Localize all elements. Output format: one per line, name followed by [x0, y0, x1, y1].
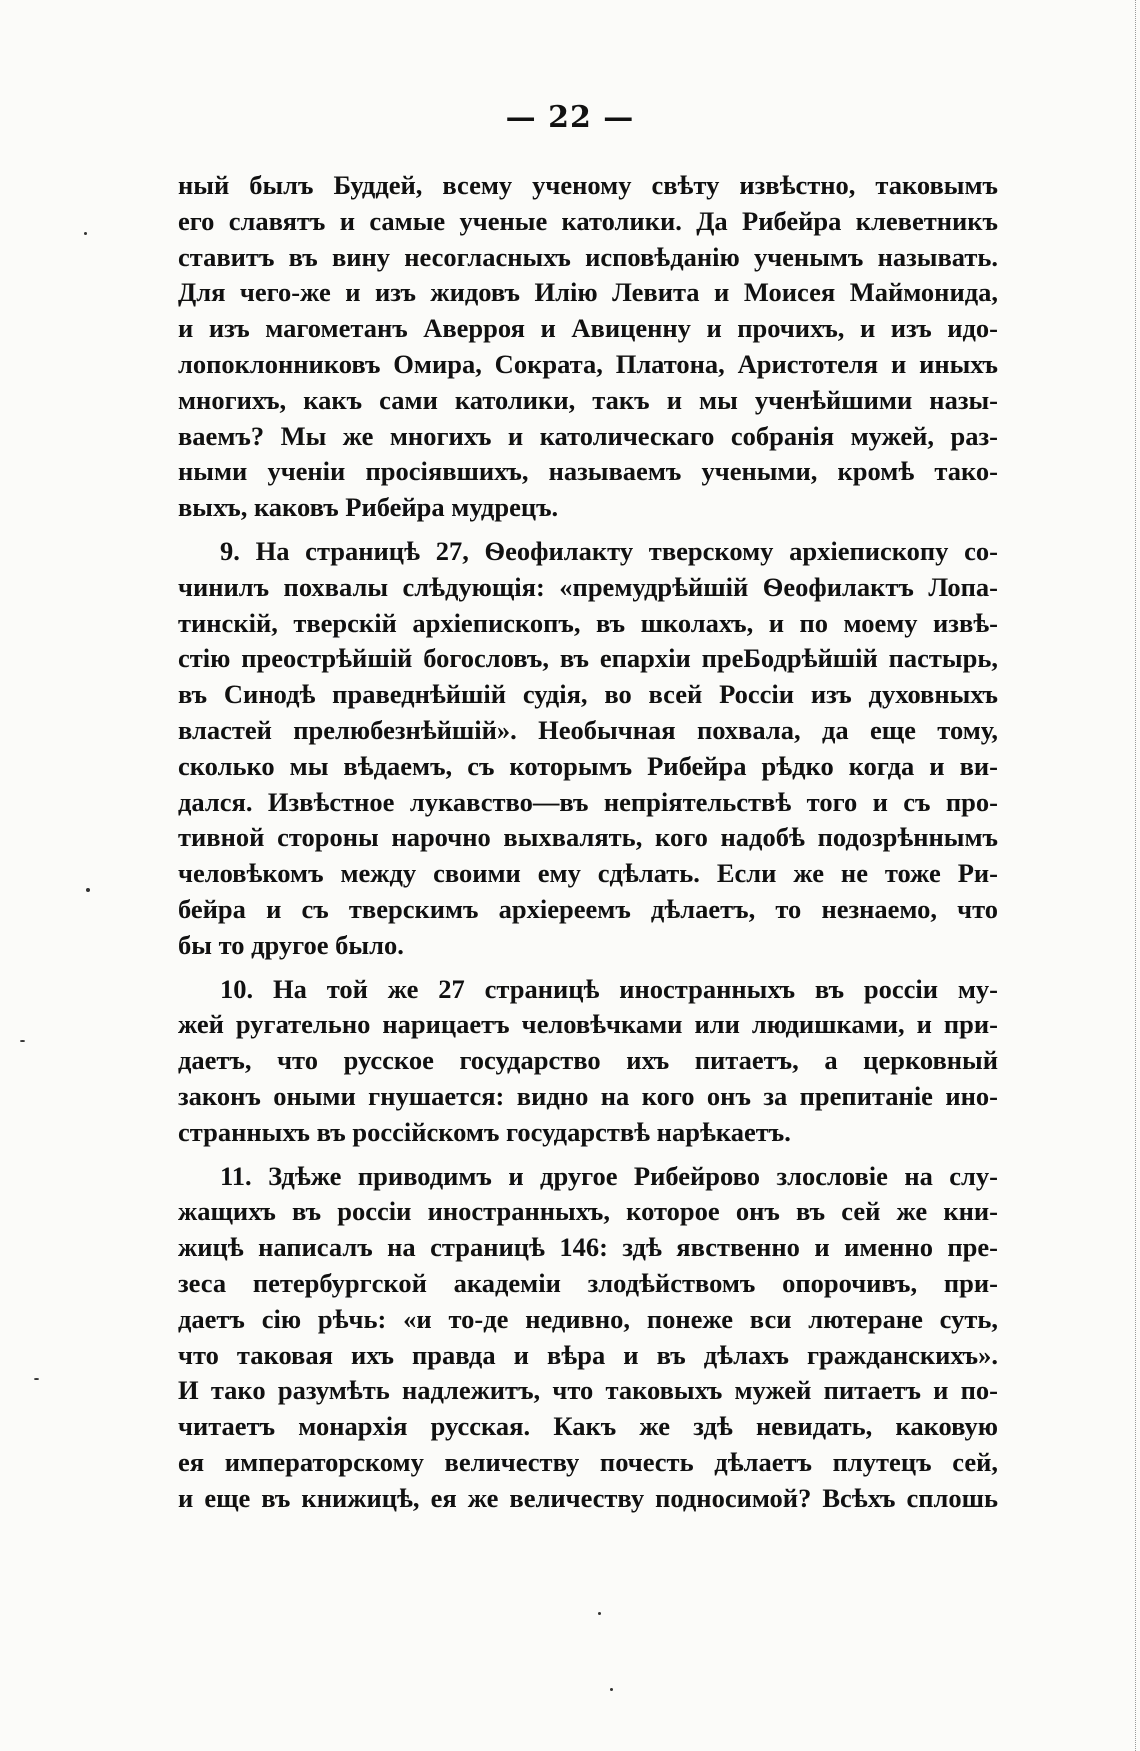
text-line: лопоклонниковъ Омира, Сократа, Платона, Аристотеля и иныхъ: [178, 348, 998, 379]
text-line: законъ оными гнушается: видно на кого онъ за препитаніе ино-: [178, 1080, 998, 1111]
text-line: жей ругательно нарицаетъ человѣчками или людишками, и при-: [178, 1009, 998, 1040]
text-line: сколько мы вѣдаемъ, съ которымъ Рибейра рѣдко когда и ви-: [178, 750, 998, 781]
text-line: 9. На страницѣ 27, Ѳеофилакту тверскому архіепископу со-: [220, 535, 998, 566]
scan-speck: [34, 1378, 39, 1380]
text-line: 11. Здѣже приводимъ и другое Рибейрово злословіе на слу-: [220, 1160, 998, 1191]
text-line: что таковая ихъ правда и вѣра и въ дѣлахъ гражданскихъ».: [178, 1339, 998, 1370]
scan-speck: [598, 1612, 601, 1615]
page-edge: [1134, 0, 1136, 1751]
text-line: властей прелюбезнѣйшій». Необычная похвала, да еще тому,: [178, 714, 998, 745]
text-line: И тако разумѣть надлежитъ, что таковыхъ мужей питаетъ и по-: [178, 1375, 998, 1406]
text-line: стію преострѣйшій богословъ, въ епархіи преБодрѣйшій пастырь,: [178, 643, 998, 674]
text-line: ея императорскому величеству почесть дѣлаетъ плутецъ сей,: [178, 1446, 998, 1477]
text-line: тивной стороны нарочно выхвалять, кого надобѣ подозрѣннымъ: [178, 822, 998, 853]
text-line: 10. На той же 27 страницѣ иностранныхъ въ россіи му-: [220, 973, 998, 1004]
text-line: выхъ, каковъ Рибейра мудрецъ.: [178, 492, 559, 523]
page-number: — 22 —: [505, 100, 635, 135]
text-line: человѣкомъ между своими ему сдѣлать. Если же не тоже Ри-: [178, 858, 998, 889]
text-line: въ Синодѣ праведнѣйшій судія, во всей Россіи изъ духовныхъ: [178, 679, 998, 710]
scan-speck: [86, 888, 90, 892]
text-line: и изъ магометанъ Аверроя и Авиценну и прочихъ, и изъ идо-: [178, 313, 998, 344]
scan-speck: [84, 232, 87, 235]
text-line: ными ученіи просіявшихъ, называемъ учеными, кромѣ тако-: [178, 456, 998, 487]
text-line: странныхъ въ россійскомъ государствѣ нарѣкаетъ.: [178, 1116, 791, 1147]
text-line: даетъ, что русское государство ихъ питаетъ, а церковный: [178, 1045, 998, 1076]
text-line: бейра и съ тверскимъ архіереемъ дѣлаетъ, то незнаемо, что: [178, 893, 998, 924]
scan-speck: [610, 1688, 613, 1691]
text-line: бы то другое было.: [178, 929, 404, 960]
text-line: ваемъ? Мы же многихъ и католическаго собранія мужей, раз-: [178, 420, 998, 451]
text-line: тинскій, тверскій архіепископъ, въ школахъ, и по моему извѣ-: [178, 607, 998, 638]
text-line: дался. Извѣстное лукавство—въ непріятельствѣ того и съ про-: [178, 786, 998, 817]
paragraph: [178, 1159, 998, 1517]
text-line: жицѣ написалъ на страницѣ 146: здѣ явственно и именно пре-: [178, 1232, 998, 1263]
text-line: читаетъ монархія русская. Какъ же здѣ невидать, каковую: [178, 1411, 998, 1442]
scan-speck: [20, 1040, 25, 1042]
paragraph: [178, 972, 998, 1151]
text-line: даетъ сію рѣчь: «и то-де недивно, понеже вси лютеране суть,: [178, 1303, 998, 1334]
paragraph: [178, 168, 998, 526]
text-line: жащихъ въ россіи иностранныхъ, которое онъ въ сей же кни-: [178, 1196, 998, 1227]
text-line: зеса петербургской академіи злодѣйствомъ опорочивъ, при-: [178, 1267, 998, 1298]
text-line: ный былъ Буддей, всему ученому свѣту извѣстно, таковымъ: [178, 170, 998, 200]
text-line: многихъ, какъ сами католики, такъ и мы ученѣйшими назы-: [178, 384, 998, 415]
text-line: его славятъ и самые ученые католики. Да Рибейра клеветникъ: [178, 205, 998, 236]
text-line: ставитъ въ вину несогласныхъ исповѣданію ученымъ называть.: [178, 241, 998, 272]
text-line: и еще въ книжицѣ, ея же величеству подносимой? Всѣхъ сплошь: [178, 1482, 998, 1513]
paragraph: [178, 534, 998, 964]
text-line: чинилъ похвалы слѣдующія: «премудрѣйшій Ѳеофилактъ Лопа-: [178, 571, 998, 602]
text-line: Для чего-же и изъ жидовъ Илію Левита и Моисея Маймонида,: [178, 277, 998, 308]
body-text: [178, 168, 998, 1516]
